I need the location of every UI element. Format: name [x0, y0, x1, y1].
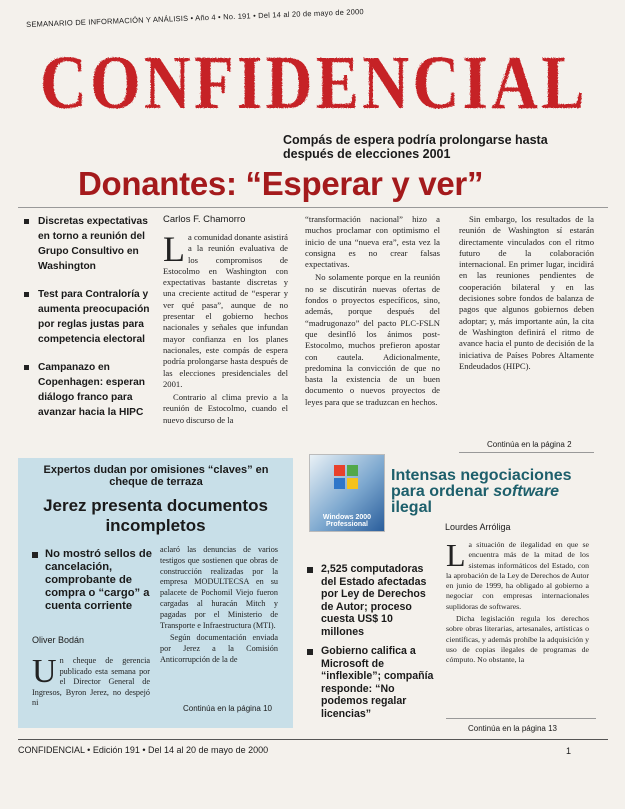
software-bullets	[307, 563, 437, 727]
lead-headline: Donantes: “Esperar y ver”	[78, 165, 484, 202]
continued-link[interactable]: Continúa en la página 13	[468, 724, 557, 733]
lead-bullets	[24, 214, 154, 433]
confidencial-logo	[34, 41, 594, 125]
jerez-byline: Oliver Bodán	[32, 635, 85, 645]
software-bullet: 2,525 computadoras del Estado afectadas por Ley de Derechos de Autor; proceso cuesta US$ 10 millones	[307, 563, 437, 638]
divider	[459, 452, 594, 453]
jerez-bullet: No mostró sellos de cancelación, comprobante de compra o “cargo” a cuenta corriente	[32, 548, 152, 613]
divider	[446, 718, 596, 719]
jerez-headline: Jerez presenta documentos incompletos	[43, 496, 268, 535]
continued-link[interactable]: Continúa en la página 2	[487, 440, 572, 449]
lead-column-1: La comunidad donante asistirá a la reunión evaluativa de los compromisos de Estocolmo en Washington con expectativas bastante discretas y una creciente actitud de “esperar y ver qué pasa”, aunque de no presentar el gobierno hechos nacionales y señales que infundan mayor confianza en los planes nacionales, este compás de espera podría prolongarse hasta después de las elecciones presidenciales del 2001. Contrario al clima previo a la reunión de Estocolmo, cuando el nuevo discurso de la	[163, 229, 288, 425]
divider	[18, 739, 608, 740]
logo-wordmark: CONFIDENCIAL	[40, 41, 588, 125]
lead-bullet: Campanazo en Copenhagen: esperan diálogo franco para avanzar hacia la HIPC	[24, 360, 154, 420]
dropcap: L	[446, 537, 466, 573]
dropcap: U	[32, 653, 57, 690]
software-bullet: Gobierno califica a Microsoft de “inflexible”; compañía responde: “No podemos regalar licencias”	[307, 645, 437, 720]
continued-link[interactable]: Continúa en la página 10	[183, 704, 272, 713]
jerez-column-2: aclaró las denuncias de varios testigos que sostienen que obras de construcción realizadas por la empresa MODULTECSA en su palacete de Pochomil Viejo fueron cargadas al huracán Mitch y pagadas por el Ministerio de Transporte e Infraestructura (MTI). Según documentación enviada por Jerez a la Comisión Anticorrupción de la de	[160, 545, 278, 664]
page-number: 1	[566, 746, 572, 756]
masthead-tagline: SEMANARIO DE INFORMACIÓN Y ANÁLISIS • Año 4 • No. 191 • Del 14 al 20 de mayo de 2000	[26, 7, 364, 29]
windows-logo-icon	[310, 455, 384, 515]
divider	[18, 207, 608, 208]
lead-byline: Carlos F. Chamorro	[163, 214, 246, 225]
jerez-column-1: Un cheque de gerencia publicado esta semana por el Director General de Ingresos, Byron Jerez, no despejó ni	[32, 653, 150, 708]
lead-kicker: Compás de espera podría prolongarse hasta después de elecciones 2001	[283, 133, 548, 161]
software-byline: Lourdes Arróliga	[445, 522, 511, 532]
lead-column-3: Sin embargo, los resultados de la reunión de Washington sí estarán directamente vinculados con el ritmo futuro de la colaboración internacional. En primer lugar, incidirá en las reuniones pendientes de cooperación bilateral y en las decisiones sobre fondos de balanza de pagos que algunos gobiernos deben adoptar; y, más importante aún, la cita de Washington definirá el ritmo de avance hacia el punto de decisión de la iniciativa de Países Pobres Altamente Endeudados (HIPC).	[459, 214, 594, 371]
lead-bullet: Test para Contraloría y aumenta preocupación por reglas justas para competencia electoral	[24, 287, 154, 347]
lead-bullet: Discretas expectativas en torno a reunión del Grupo Consultivo en Washington	[24, 214, 154, 274]
dropcap: L	[163, 229, 185, 269]
software-column: La situación de ilegalidad en que se encuentra más de la mitad de los sistemas informáticos del Estado, con la aprobación de la Ley de Derechos de Autor en junio de 1999, ha obligado al gobierno a negociar con empresas internacionales suplidoras de softwares. Dicha legislación regula los derechos sobre obras literarias, artesanales, artísticas o científicas, y además prohíbe la adquisición y uso de copias ilegales de programas de cómputo. No obstante, la	[446, 537, 589, 665]
jerez-subhead: Expertos dudan por omisiones “claves” en cheque de terraza	[43, 464, 269, 488]
product-label: Windows 2000 Professional	[322, 514, 372, 528]
footer-text: CONFIDENCIAL • Edición 191 • Del 14 al 20 de mayo de 2000	[18, 745, 269, 755]
jerez-bullets	[32, 548, 152, 613]
software-headline: Intensas negociaciones para ordenar software ilegal	[391, 467, 572, 516]
lead-column-2: “transformación nacional” hizo a muchos proclamar con optimismo el inicio de una “nueva era”, esta vez la consigna es no crear falsas expectativas. No solamente porque en la reunión no se discutirán nuevas ofertas de fondos o proyectos específicos, sino, además, porque después del “madrugonazo” del pacto PLC-FSLN que desinfló los ánimos post-Estocolmo, muchos prefieron apostar con cautela. Adicionalmente, predomina la convicción de que no basta la existencia de un buen documento o nuevos proyectos de leyes para que se traduzcan en hechos.	[305, 214, 440, 407]
